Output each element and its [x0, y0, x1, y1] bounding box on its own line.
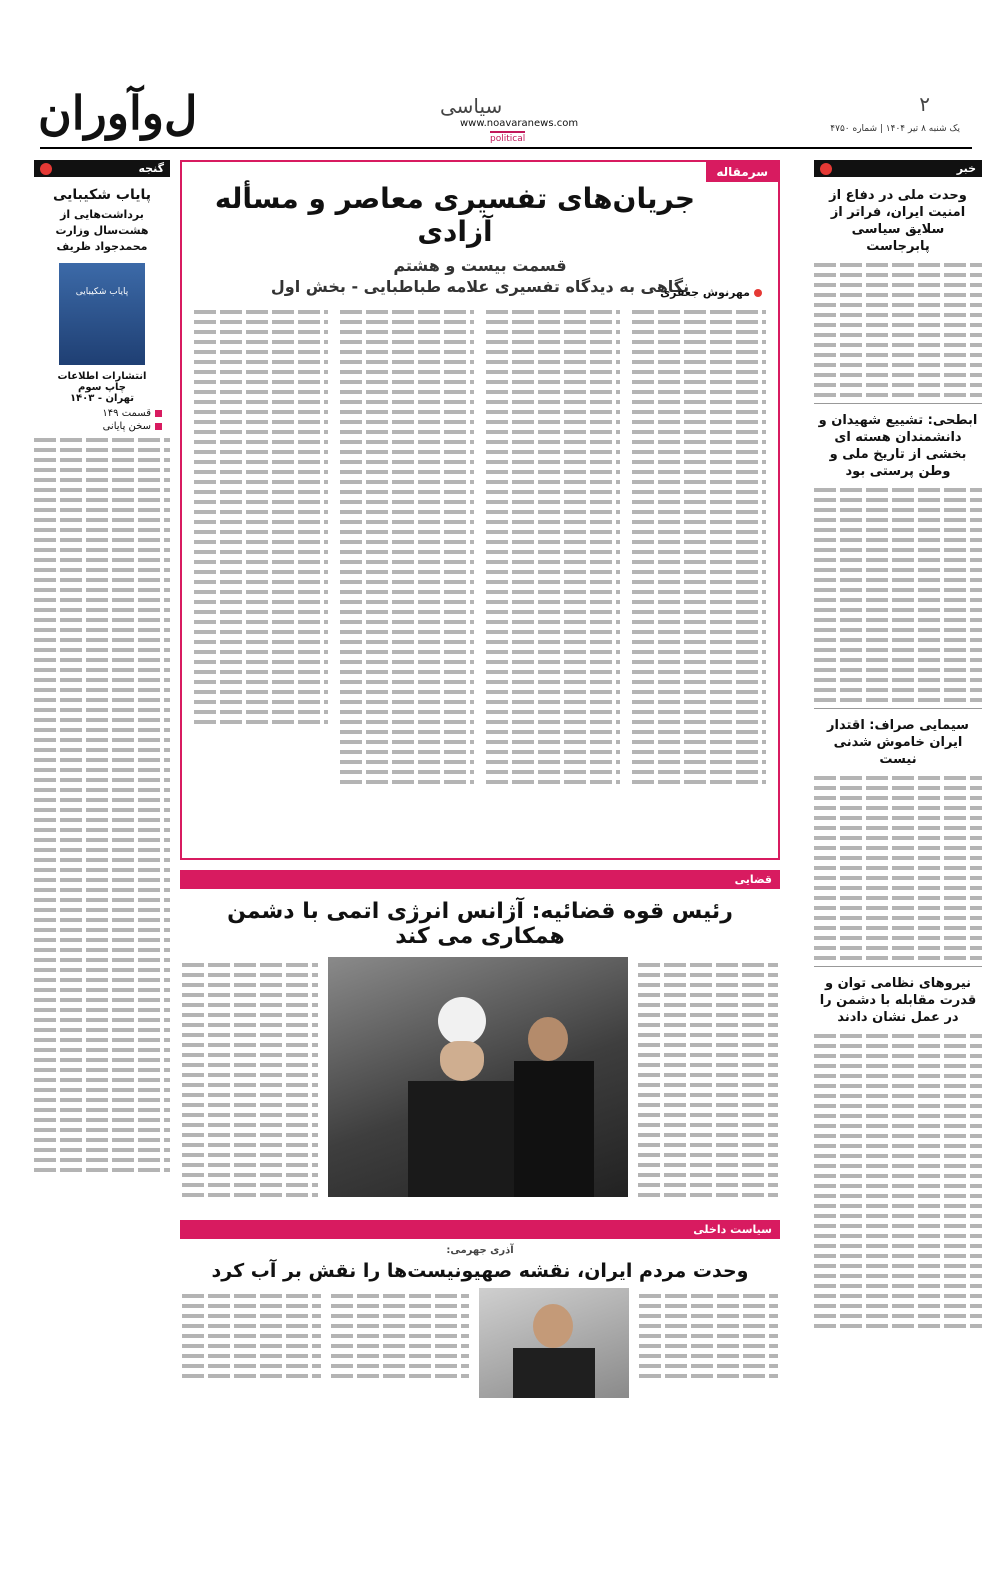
domestic-column-1 — [639, 1288, 778, 1398]
section-name-en: political — [490, 131, 525, 144]
book-subtitle: برداشت‌هایی از هشت‌سال وزارت محمدجواد ظریف — [55, 208, 149, 253]
judiciary-tag-label: قضایی — [734, 873, 772, 886]
book-cover-title: پایاب شکیبایی — [75, 287, 129, 297]
book-body — [34, 438, 170, 1172]
news-body-2 — [814, 488, 982, 702]
editorial-column-1 — [632, 304, 766, 790]
news-tag — [814, 160, 982, 177]
editorial-part: قسمت بیست و هشتم — [393, 256, 567, 275]
domestic-photo — [479, 1288, 629, 1398]
domestic-column-2 — [331, 1288, 470, 1398]
book-title: پایاب شکیبایی — [53, 187, 151, 203]
book-column — [34, 160, 170, 1400]
bullet-icon — [820, 163, 832, 175]
shirt-shape — [514, 1061, 594, 1197]
news-headline-3: سیمایی صراف: اقتدار ایران خاموش شدنی نیست — [827, 718, 969, 767]
face-shape — [440, 1041, 484, 1081]
newspaper-logo: ل‌و‌آوران — [38, 86, 198, 140]
judiciary-tag — [180, 870, 780, 889]
judiciary-column-1 — [638, 957, 778, 1203]
suit-shape — [513, 1348, 595, 1398]
book-tag-label: گنجه — [138, 162, 164, 175]
editorial-column-3 — [340, 304, 474, 790]
book-part: قسمت ۱۴۹ — [102, 408, 151, 419]
book-column-name: سخن پایانی — [102, 421, 151, 432]
editorial-column-4 — [194, 304, 328, 790]
turban-shape — [438, 997, 486, 1045]
face-shape — [528, 1017, 568, 1061]
book-tag — [34, 160, 170, 177]
face-shape — [533, 1304, 573, 1348]
domestic-title: وحدت مردم ایران، نقشه صهیونیست‌ها را نقش بر آب کرد — [211, 1260, 749, 1282]
domestic-tag — [180, 1220, 780, 1239]
website-url[interactable]: www.noavaranews.com — [460, 118, 579, 129]
bullet-icon — [754, 289, 762, 297]
book-publisher: انتشارات اطلاعات — [57, 371, 147, 382]
judiciary-title: رئیس قوه قضائیه: آژانس انرژی اتمی با دشمن همکاری می کند — [227, 899, 733, 949]
editorial-box — [180, 160, 780, 860]
news-column — [814, 160, 982, 1340]
news-body-3 — [814, 776, 982, 960]
masthead-rule — [40, 147, 972, 149]
page-number: ۲ — [919, 92, 930, 116]
square-bullet-icon — [155, 423, 162, 430]
dateline: یک شنبه ۸ تیر ۱۴۰۴ | شماره ۴۷۵۰ — [830, 124, 960, 134]
domestic-kicker: آذری جهرمی: — [446, 1245, 514, 1256]
editorial-title: جریان‌های تفسیری معاصر و مسأله آزادی — [214, 182, 696, 248]
book-cover — [59, 263, 145, 365]
bullet-icon — [40, 163, 52, 175]
book-place-year: تهران - ۱۴۰۳ — [69, 393, 135, 404]
judiciary-section — [180, 870, 780, 1210]
domestic-tag-label: سیاست داخلی — [693, 1223, 772, 1236]
judiciary-column-2 — [182, 957, 318, 1203]
editorial-column-2 — [486, 304, 620, 790]
news-headline-4: نیروهای نظامی توان و قدرت مقابله با دشمن را در عمل نشان دادند — [819, 976, 977, 1025]
editorial-tag — [706, 162, 778, 182]
square-bullet-icon — [155, 410, 162, 417]
editorial-subtitle: نگاهی به دیدگاه تفسیری علامه طباطبایی - بخش اول — [270, 277, 690, 296]
domestic-column-3 — [182, 1288, 321, 1398]
editorial-author — [660, 286, 762, 299]
news-tag-label: خبر — [956, 162, 976, 175]
robe-shape — [408, 1081, 518, 1197]
judiciary-photo — [328, 957, 628, 1197]
book-edition: چاپ سوم — [78, 382, 126, 393]
news-headline-1: وحدت ملی در دفاع از امنیت ایران، فراتر از سلایق سیاسی پابرجاست — [829, 188, 967, 254]
domestic-section — [180, 1220, 780, 1400]
section-name: سیاسی — [440, 94, 503, 118]
editorial-author-name: مهرنوش جعفری — [660, 286, 750, 299]
news-body-4 — [814, 1034, 982, 1328]
editorial-tag-label: سرمقاله — [716, 165, 768, 179]
news-body-1 — [814, 263, 982, 397]
masthead — [20, 86, 970, 152]
news-headline-2: ابطحی: تشییع شهیدان و دانشمندان هسته ای بخشی از تاریخ ملی و وطن پرستی بود — [818, 413, 978, 479]
